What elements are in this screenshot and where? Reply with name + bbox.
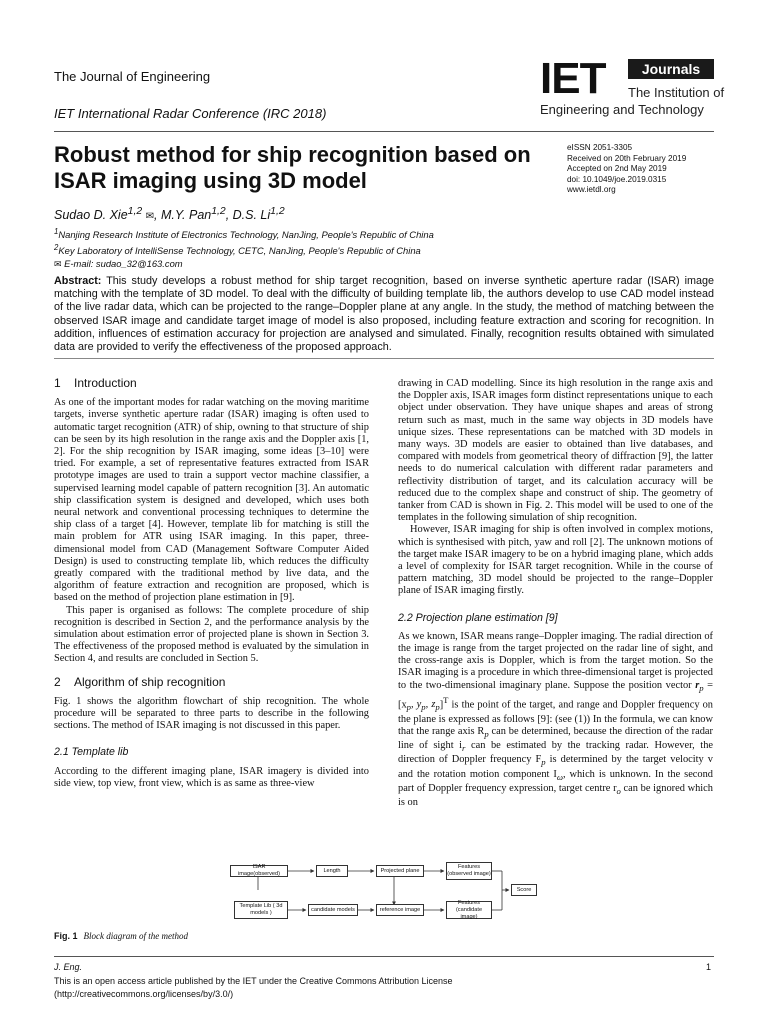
license-notice xyxy=(54,975,654,1001)
logo-mark: IET xyxy=(540,54,606,103)
author-3-affil: 1,2 xyxy=(270,206,285,217)
section-title: Algorithm of ship recognition xyxy=(74,674,226,689)
left-column xyxy=(54,377,369,790)
paragraph: Fig. 1 shows the algorithm flowchart of ship recognition. The whole procedure will be separated to three parts to describe in the following sections. The method of ISAR imaging is not discussed in this paper. xyxy=(54,695,369,732)
box-length: Length xyxy=(316,865,348,877)
box-features-observed: Features (observed image) xyxy=(446,862,492,880)
paragraph: However, ISAR imaging for ship is often involved in complex motions, which is synthesised with pitch, yaw and roll [2]. The unknown motions of the target make ISAR imagery to be on a hybrid imaging plane, which adds a level of complexity for ISAR target recognition. While in the course of pattern matching, 3D model should be projected to the range–Doppler plane of ISAR imaging firstly. xyxy=(398,524,713,597)
section-number: 2 xyxy=(54,674,61,689)
subsection-2-1-heading: 2.1 Template lib xyxy=(54,746,129,759)
text: can be estimated by the tracking radar. However, the direction of Doppler frequency F xyxy=(398,740,713,766)
subsection-2-2-heading: 2.2 Projection plane estimation [9] xyxy=(398,611,558,624)
author-1: Sudao D. Xie xyxy=(54,208,128,223)
figure-1-caption xyxy=(54,931,188,941)
box-features-candidate: Features (candidate image) xyxy=(446,901,492,919)
authors xyxy=(54,206,285,222)
affil-text: Key Laboratory of IntelliSense Technology, CETC, NanJing, People's Republic of China xyxy=(58,245,421,257)
iet-logo xyxy=(540,54,725,122)
email-line xyxy=(54,257,434,271)
text: , which is unknown. In the second part of Doppler frequency expression, target centre r xyxy=(398,768,714,795)
page-number: 1 xyxy=(706,962,712,972)
meta-doi[interactable]: doi: 10.1049/joe.2019.0315 xyxy=(567,174,667,184)
section-2-heading xyxy=(54,676,369,688)
box-isar-observed: ISAR image(observed) xyxy=(230,865,288,877)
affil-num: 2 xyxy=(54,243,59,253)
paragraph-with-math: As we known, ISAR means range–Doppler imaging. The radial direction of the image is range from the target projected on the radar line of sight, and the cross-range axis is Doppler, which is from the target motion. So the ISAR imaging is a procedure in which three-dimensional target is projected to the two-dimensional imaginary plane. Suppose the position vector $r_p = [x_p$, $y_p$, $z_p]^T$ is the point of the target, and range and Doppler frequency on the plane is expressed as follows [9]: (see (1)) In the formula, we can know that the range axis $R_p$ can be determined, because the direction of the radar line of sight $i_r$ can be estimated by the tracking radar. However, the direction of Doppler frequency $F_p$ is determined by the target velocity v and the rotation motion component $I_\omega$, which is unknown. In the second part of Doppler frequency expression, target centre $r_o$ can be ignored which is on xyxy=(398,630,714,809)
math: r xyxy=(695,679,700,691)
meta-accepted: Accepted on 2nd May 2019 xyxy=(567,164,667,174)
paragraph: This paper is organised as follows: The complete procedure of ship recognition is described in Section 2, and the performance analysis by the simulation about estimation error of projected plane is shown in Section 3. The effectiveness of the proposed method is evaluated by the simulation in Section 4, and results are concluded in Section 5. xyxy=(54,604,369,665)
header-divider xyxy=(54,131,714,132)
affiliation-1 xyxy=(54,225,434,241)
conference-name: IET International Radar Conference (IRC 2018) xyxy=(54,106,327,121)
section-1-heading xyxy=(54,377,369,389)
article-title: Robust method for ship recognition based on ISAR imaging using 3D model xyxy=(54,142,531,193)
box-score: Score xyxy=(511,884,537,896)
paragraph: According to the different imaging plane, ISAR imagery is divided into side view, top view, front view, which is as same as three-view xyxy=(54,765,369,789)
meta-website[interactable]: www.ietdl.org xyxy=(567,185,616,195)
text: As we known, ISAR means range–Doppler imaging. The radial direction of the image is range from the target projected on the radar line of sight, and the cross-range axis is Doppler, which is from the target motion. So the ISAR imaging is a procedure in which three-dimensional target is projected to the two-dimensional imaginary plane. Suppose the position vector xyxy=(398,630,713,691)
article-meta xyxy=(567,143,727,196)
author-2: , M.Y. Pan xyxy=(154,208,212,223)
text: can be determined, because the direction of the radar line of sight i xyxy=(398,725,713,752)
box-candidate-models: candidate models xyxy=(308,904,358,916)
caption-text: Block diagram of the method xyxy=(83,931,188,941)
mail-icon: ✉ xyxy=(145,211,155,223)
footer-divider xyxy=(54,956,714,957)
meta-received: Received on 20th February 2019 xyxy=(567,153,687,163)
text: is determined by the target velocity v and the rotation motion component I xyxy=(398,754,714,780)
email-address[interactable]: E-mail: sudao_32@163.com xyxy=(64,258,183,270)
section-title: Introduction xyxy=(74,376,137,390)
abstract-text: This study develops a robust method for ship target recognition, based on inverse synthetic aperture radar (ISAR) image matching with the template of 3D model. To deal with the difficulty of building template lib, the authors develop to use CAD model instead of the live radar data, which can be projected to the range–Doppler plane at any angle. In the study, the method of matching between the observed ISAR image and candidate target image of model is also proposed, including feature extraction and scoring for recognition. In addition, influences of estimation accuracy for projection are analysed and simulated. Finally, recognition results obtained with simulated data are provided to verify the effectiveness of the proposed approach. xyxy=(54,275,714,354)
math: = [x xyxy=(398,679,713,711)
meta-eissn: eISSN 2051-3305 xyxy=(567,143,633,152)
license-url[interactable]: (http://creativecommons.org/licenses/by/3.0/) xyxy=(54,989,234,999)
section-number: 1 xyxy=(54,376,61,390)
math: p xyxy=(699,682,704,693)
abstract-divider xyxy=(54,358,714,359)
box-projected-plane: Projected plane xyxy=(376,865,424,877)
paragraph: drawing in CAD modelling. Since its high resolution in the range axis and the Doppler axis, ISAR images form distinct representations unique to each object under observation. They have unique shapes and areas of strong return such as mast, much in the same way objects in 3D models have unique sizes. These representations can be matched with 3D models in many ways. 3D models are easier to obtained than live databases, and compared with models from geometrical theory of diffraction [9], the latter needs to do numerical calculation with different radar parameters and reflectivity distribution of target, and its calculation accuracy will be reduced due to the complex shape and construct of ship. The geometry of tanker from CAD is shown in Fig. 2. This model will be used to one of the templates in the following simulation of ship recognition. xyxy=(398,378,713,524)
footer-journal: J. Eng. xyxy=(54,962,83,972)
box-template-lib: Template Lib ( 3d models ) xyxy=(234,901,288,919)
affiliation-2 xyxy=(54,241,434,257)
box-reference-image: reference image xyxy=(376,904,424,916)
author-3: , D.S. Li xyxy=(225,208,271,223)
affil-text: Nanjing Research Institute of Electronics Technology, NanJing, People's Republic of China xyxy=(58,229,434,241)
paragraph: As one of the important modes for radar watching on the moving maritime targets, inverse synthetic aperture radar (ISAR) imaging is often used to automatic target recognition (ATR) of ship, owning to that structure of ship can be seen by its high resolution in the range axis and the Doppler axis [1, 2]. For the ship recognition by ISAR imaging, some ideas [3–10] were tried. For example, a set of representative features extracted from ISAR prototype images are used to train a support vector machine classifier, a supervised learning model capable of pattern recognition [3]. An automatic ship classification system is designed and developed, which uses both neural network and conventional processing techniques to determine the ship class of a target [4]. However, template lib for matching is still the main problem for ATR using ISAR imaging. In this paper, three-dimensional model from CAD (Management Software Computer Aided Design) is used to constructing template lib, which reduces the difficulty greatly compared with the traditional method by live data, and the algorithm of feature extraction and recognition are proposed, which is based on the method of projection plane estimation in [9]. xyxy=(54,397,369,604)
affiliations xyxy=(54,225,434,271)
abstract-label: Abstract: xyxy=(54,275,102,287)
right-column xyxy=(398,378,713,810)
text: is the point of the target, and range and Doppler frequency on the plane is expressed as follows [9]: (see (1)) In the formula, we can know that the range axis R xyxy=(398,699,713,737)
logo-line2: Engineering and Technology xyxy=(540,102,704,117)
author-2-affil: 1,2 xyxy=(211,206,226,217)
mail-icon: ✉ xyxy=(54,259,62,270)
text: can be ignored which is on xyxy=(398,783,713,809)
logo-badge: Journals xyxy=(628,59,714,79)
author-1-affil: 1,2 xyxy=(127,206,143,217)
abstract xyxy=(54,275,714,354)
license-line: This is an open access article published by the IET under the Creative Commons Attribution License xyxy=(54,976,453,986)
affil-num: 1 xyxy=(54,227,59,236)
figure-1-diagram xyxy=(228,860,538,922)
journal-name: The Journal of Engineering xyxy=(54,69,211,84)
logo-line1: The Institution of xyxy=(628,85,725,100)
caption-label: Fig. 1 xyxy=(54,931,78,941)
